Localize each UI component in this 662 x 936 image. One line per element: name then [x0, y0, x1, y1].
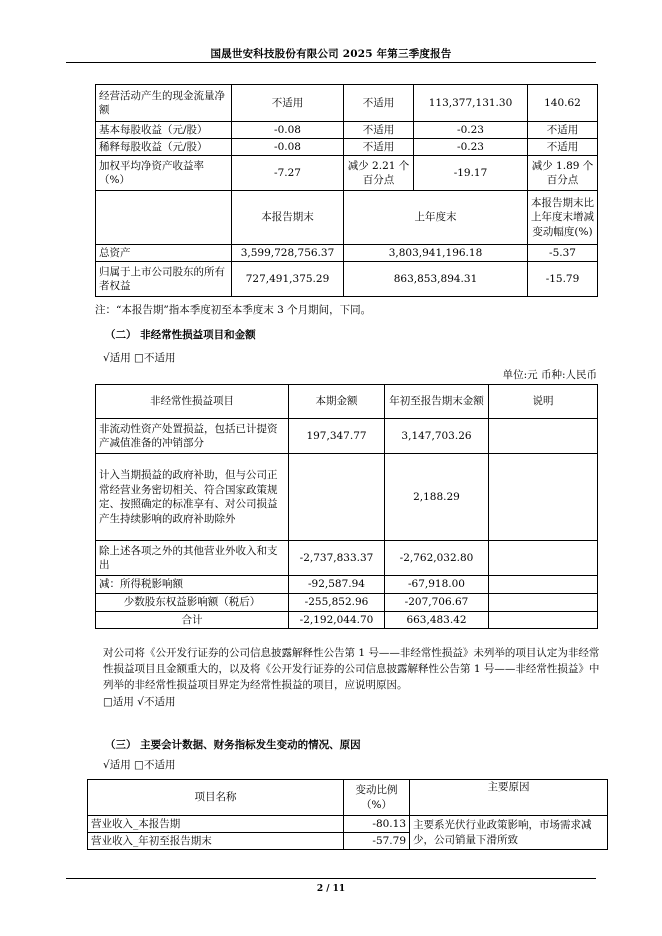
table-header-row [96, 385, 598, 419]
change-reasons-table [87, 779, 608, 850]
item-label: 减：所得税影响额 [96, 576, 289, 594]
cell: -92,587.94 [289, 576, 385, 594]
table-row [96, 419, 598, 454]
cell [289, 454, 385, 541]
col-header-ytd: 年初至报告期末金额 [385, 385, 489, 419]
table-row [96, 262, 598, 297]
table-note: 注：“本报告期”指本季度初至本季度末 3 个月期间，下同。 [95, 304, 372, 316]
table-row [96, 85, 598, 122]
cell: -19.17 [414, 156, 528, 191]
col-header-name: 项目名称 [88, 780, 344, 816]
col-header-current: 本期金额 [289, 385, 385, 419]
cell: -80.13 [344, 816, 410, 833]
cell: -15.79 [528, 262, 598, 297]
cell: 不适用 [344, 85, 414, 122]
row-label: 稀释每股收益（元/股） [96, 139, 232, 156]
cell [489, 576, 598, 594]
non-recurring-items-table [95, 384, 598, 629]
cell: 2,188.29 [385, 454, 489, 541]
row-label: 基本每股收益（元/股） [96, 122, 232, 139]
table-row [96, 541, 598, 576]
cell: 减少 1.89 个百分点 [528, 156, 598, 191]
cell: -7.27 [232, 156, 344, 191]
item-label: 计入当期损益的政府补助，但与公司正常经营业务密切相关、符合国家政策规定、按照确定的标准享有、对公司损益产生持续影响的政府补助除外 [96, 454, 289, 541]
cell: 不适用 [528, 139, 598, 156]
unit-currency-label: 单位:元 币种:人民币 [502, 369, 597, 381]
table-row [96, 139, 598, 156]
section-2-applicability: √适用 □不适用 [103, 352, 176, 364]
cell: 3,803,941,196.18 [344, 245, 528, 262]
cell: -67,918.00 [385, 576, 489, 594]
table-total-row [96, 612, 598, 629]
item-label: 少数股东权益影响额（税后） [96, 594, 289, 612]
item-label: 除上述各项之外的其他营业外收入和支出 [96, 541, 289, 576]
page-number: 2 / 11 [316, 884, 346, 894]
cell: -0.23 [414, 139, 528, 156]
table-row [96, 454, 598, 541]
item-name: 营业收入_本报告期 [88, 816, 344, 833]
cell: 3,147,703.26 [385, 419, 489, 454]
item-label: 合计 [96, 612, 289, 629]
cell: -255,852.96 [289, 594, 385, 612]
section-3-applicability: √适用 □不适用 [103, 759, 176, 771]
row-label: 归属于上市公司股东的所有者权益 [96, 262, 232, 297]
cell: 140.62 [528, 85, 598, 122]
cell: 不适用 [528, 122, 598, 139]
cell [489, 594, 598, 612]
cell: 不适用 [344, 139, 414, 156]
cell [489, 541, 598, 576]
cell: -207,706.67 [385, 594, 489, 612]
table-header-row [88, 780, 608, 816]
col-header-reason: 主要原因 [410, 780, 608, 816]
page-header-title: 国晟世安科技股份有限公司 2025 年第三季度报告 [210, 48, 452, 60]
cell [489, 419, 598, 454]
col-header-item: 非经常性损益项目 [96, 385, 289, 419]
reason-cell: 主要系光伏行业政策影响，市场需求减少，公司销量下滑所致 [410, 816, 608, 850]
cell: 863,853,894.31 [344, 262, 528, 297]
key-financial-table [95, 84, 598, 297]
table-row [88, 816, 608, 833]
item-name: 营业收入_年初至报告期末 [88, 833, 344, 850]
row-label: 加权平均净资产收益率（%） [96, 156, 232, 191]
col-header-current: 本报告期末 [232, 191, 344, 245]
item-label: 非流动性资产处置损益，包括已计提资产减值准备的冲销部分 [96, 419, 289, 454]
cell: -2,737,833.37 [289, 541, 385, 576]
cell: -2,762,032.80 [385, 541, 489, 576]
cell: -57.79 [344, 833, 410, 850]
footer-rule [66, 878, 596, 879]
cell: 减少 2.21 个百分点 [344, 156, 414, 191]
empty-cell [96, 191, 232, 245]
cell: 197,347.77 [289, 419, 385, 454]
cell: -0.23 [414, 122, 528, 139]
cell [489, 612, 598, 629]
cell: 727,491,375.29 [232, 262, 344, 297]
cell: -2,192,044.70 [289, 612, 385, 629]
section-3-title: （三） 主要会计数据、财务指标发生变动的情况、原因 [105, 739, 361, 751]
cell: 3,599,728,756.37 [232, 245, 344, 262]
row-label: 经营活动产生的现金流量净额 [96, 85, 232, 122]
col-header-change: 本报告期末比上年度末增减变动幅度(%) [528, 191, 598, 245]
cell: 663,483.42 [385, 612, 489, 629]
cell: 不适用 [344, 122, 414, 139]
table-row [96, 156, 598, 191]
col-header-ratio: 变动比例（%） [344, 780, 410, 816]
table-row [96, 245, 598, 262]
cell: -0.08 [232, 139, 344, 156]
section-2-paragraph: 对公司将《公开发行证券的公司信息披露解释性公告第 1 号——非经常性损益》未列举的项目认定为非经常性损益项目且金额重大的，以及将《公开发行证券的公司信息披露解释性公告第 1 号——非经常性损益》中列举的非经常性损益项目界定为经常性损益的项目，应说明原因。 [103, 647, 600, 691]
table-row [96, 122, 598, 139]
col-header-note: 说明 [489, 385, 598, 419]
table-row [96, 594, 598, 612]
table-row [96, 576, 598, 594]
cell: 不适用 [232, 85, 344, 122]
col-header-prior: 上年度末 [344, 191, 528, 245]
cell: -0.08 [232, 122, 344, 139]
section-2-applicability-2: □适用 √不适用 [103, 696, 176, 708]
cell [489, 454, 598, 541]
header-rule [66, 62, 596, 63]
section-2-title: （二） 非经常性损益项目和金额 [105, 329, 256, 341]
table-subheader-row [96, 191, 598, 245]
cell: -5.37 [528, 245, 598, 262]
cell: 113,377,131.30 [414, 85, 528, 122]
row-label: 总资产 [96, 245, 232, 262]
